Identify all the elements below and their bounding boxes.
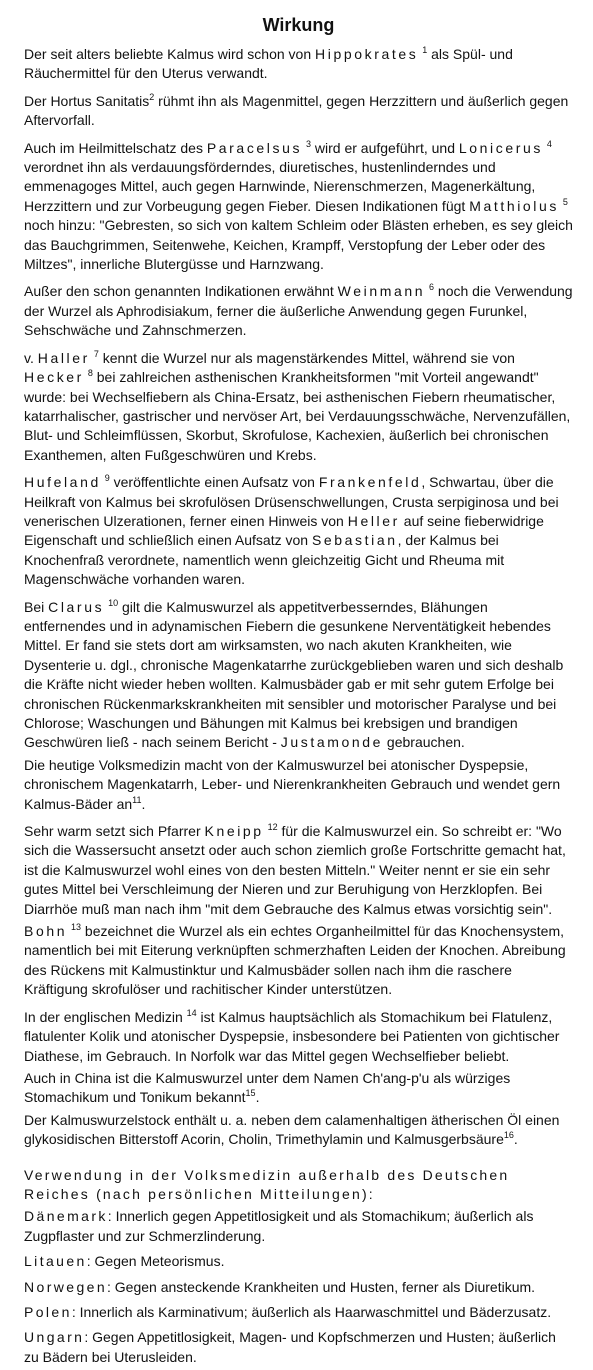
country-list [24, 1207, 573, 1367]
spaced-author-name: Frankenfeld [318, 474, 422, 491]
spaced-author-name: Paracelsus [206, 139, 303, 156]
spaced-author-name: Lonicerus [458, 139, 543, 156]
text-run: ist Kalmus hauptsächlich als Stomachikum bei Flatulenz, flatulenter Kolik und atonischer Dyspepsie, insbesondere bei Patienten von gichtischer Diathese, im Gebrauch. In Norfolk war das Mittel gegen Wechselfieber beliebt. [24, 1008, 560, 1064]
footnote-ref: 2 [149, 91, 155, 102]
paragraph-p5 [24, 349, 573, 465]
paragraph-p6 [24, 473, 573, 589]
text-run: Auch im Heilmittelschatz des [24, 139, 207, 156]
footnote-ref: 5 [562, 196, 568, 207]
text-run: . [255, 1089, 260, 1106]
text-run: als Spül- und Räuchermittel für den Uterus verwandt. [24, 46, 513, 82]
text-run: wird er aufgeführt, und [311, 139, 459, 156]
paragraph-p2 [24, 92, 573, 131]
paragraph-p12 [24, 1069, 573, 1108]
text-run: v. [24, 349, 38, 366]
text-run: In der englischen Medizin [24, 1008, 187, 1025]
section-heading: Verwendung in der Volksmedizin außerhalb des Deutschen Reiches (nach persönlichen Mitteilungen): [24, 1166, 510, 1202]
country-text: Innerlich gegen Appetitlosigkeit und als Stomachikum; äußerlich als Zugpflaster und zur Schmerzlinderung. [24, 1208, 534, 1244]
text-run: auf seine fieberwidrige Eigenschaft und schließlich einen Aufsatz von [24, 512, 544, 549]
text-run: , der Kalmus bei Knochenfraß verordnete, namentlich wenn gleichzeitig Gicht und Rheuma mit Magenschwäche vorhanden waren. [24, 532, 505, 588]
country-name: Litauen [24, 1253, 87, 1270]
spaced-author-name: Justamonde [280, 734, 384, 751]
text-run: für die Kalmuswurzel ein. So schreibt er: "Wo sich die Wassersucht ansetzt oder auch schon ziemlich große Fortschritte gemacht hat, ist die Kalmuswurzel wohl eines von den besten Mitteln." Weiter nennt er sie ein sehr gutes Mittel bei Verschleimung der Nieren und zur Beruhigung von Herzklopfen. Bei Diarrhöe muß man nach ihm "mit dem Gebrauche des Kalmus etwas vorsichtig sein". [24, 823, 566, 917]
paragraph-p1 [24, 45, 573, 84]
spaced-author-name: Sebastian [311, 532, 398, 549]
paragraph-p7 [24, 598, 573, 753]
text-run: Außer den schon genannten Indikationen erwähnt [24, 283, 338, 300]
text-run: noch hinzu: "Gebresten, so sich von kaltem Schleim oder Blästen erheben, es sey gleich das Bauchgrimmen, Seitenwehe, Keichen, Krampff, Verstopfung der Leber oder des Miltzes", innerliche Blutergüsse und Harnzwang. [24, 217, 573, 273]
footnote-ref: 11 [132, 794, 142, 805]
footnote-ref: 14 [186, 1007, 197, 1018]
document-body [24, 45, 573, 1150]
text-run: gilt die Kalmuswurzel als appetitverbesserndes, Blähungen entfernendes und in adynamischen Fiebern die gesunkene Nerventätigkeit hebendes Mittel. Er fand sie stets dort am wirksamsten, wo nach akuten Krankheiten, wie Dysenterie u. dgl., chronische Magenkatarrhe zurückgeblieben waren und sich deshalb die Kräfte nicht wieder heben wollten. Kalmusbäder gab er mit sehr gutem Erfolge bei chronischen Rückenmarkskrankheiten mit sensibler und motorischer Paralyse und bei Chlorose; Waschungen und Bähungen mit Kalmus bei krebsigen und brandigen Geschwüren ließ - nach seinem Bericht - [24, 598, 564, 751]
text-run: . [141, 795, 146, 812]
country-entry: Polen: Innerlich als Karminativum; äußerlich als Haarwaschmittel und Bäderzusatz. [24, 1303, 552, 1320]
text-run: veröffentlichte einen Aufsatz von [109, 474, 319, 491]
folk-medicine-section [24, 1166, 573, 1368]
footnote-ref: 7 [93, 348, 99, 359]
spaced-author-name: Weinmann [337, 283, 426, 300]
spaced-author-name: Bohn [24, 923, 68, 940]
text-run: Sehr warm setzt sich Pfarrer [24, 823, 205, 840]
text-run: noch die Verwendung der Wurzel als Aphrodisiakum, ferner die äußerliche Anwendung gegen Furunkel, Sehschwäche und Zahnschmerzen. [24, 283, 573, 339]
country-name: Ungarn [24, 1329, 85, 1346]
text-run: . [513, 1131, 518, 1148]
footnote-ref: 15 [245, 1088, 256, 1099]
footnote-ref: 4 [546, 138, 552, 149]
spaced-author-name: Hippokrates [315, 46, 419, 62]
footnote-ref: 10 [108, 597, 119, 608]
country-entry: Norwegen: Gegen ansteckende Krankheiten und Husten, ferner als Diuretikum. [24, 1278, 536, 1295]
paragraph-p8 [24, 756, 573, 814]
country-entry: Litauen: Gegen Meteorismus. [24, 1253, 225, 1270]
paragraph-p9 [24, 822, 573, 919]
page-title: Wirkung [262, 15, 335, 35]
country-text: Innerlich als Karminativum; äußerlich als Haarwaschmittel und Bäderzusatz. [79, 1303, 552, 1320]
text-run: Auch in China ist die Kalmuswurzel unter dem Namen Ch'ang-p'u als würziges Stomachikum und Tonikum bekannt [24, 1069, 511, 1106]
text-run: Der seit alters beliebte Kalmus wird schon von [24, 46, 316, 62]
text-run: bezeichnet die Wurzel als ein echtes Organheilmittel für das Knochensystem, namentlich bei mit Eiterung verknüpften schmerzhaften Leiden der Knochen. Abreibung des Rückens mit Kalmustinktur und Kalmusbäder sollen nach ihm die raschere Kräftigung skrofulöser und rachitischer Kinder unterstützen. [24, 923, 566, 998]
spaced-author-name: Clarus [48, 598, 105, 615]
spaced-author-name: Kneipp [204, 823, 264, 840]
text-run: Der Hortus Sanitatis [24, 92, 150, 109]
spaced-author-name: Heller [347, 512, 400, 529]
text-run: bei zahlreichen asthenischen Krankheitsformen "mit Vorteil angewandt" wurde: bei Wechselfiebern als China-Ersatz, bei asthenischen Fiebern rheumatischer, katarrhalischer, gastrischer und nervöser Art, bei Verdauungsschwäche, Nervenzufällen, Blut- und Schleimflüssen, Skorbut, Skrofulose, Kachexien, äußerlich bei chronischen Exanthemen, alten Fußgeschwüren und Krebs. [24, 369, 571, 463]
spaced-author-name: Haller [37, 349, 90, 366]
text-run: , Schwartau, über die Heilkraft von Kalmus bei skrofulösen Drüsenschwellungen, Crusta serpiginosa und bei venerischen Ulzerationen, ferner einen Hinweis von [24, 474, 559, 529]
country-text: Gegen Appetitlosigkeit, Magen- und Kopfschmerzen und Husten; äußerlich zu Bädern bei Uterusleiden. [24, 1329, 556, 1365]
footnote-ref: 16 [503, 1130, 514, 1141]
country-text: Gegen ansteckende Krankheiten und Husten, ferner als Diuretikum. [114, 1278, 536, 1295]
country-entry: Dänemark: Innerlich gegen Appetitlosigkeit und als Stomachikum; äußerlich als Zugpflaster und zur Schmerzlinderung. [24, 1208, 534, 1244]
footnote-ref: 9 [104, 473, 110, 484]
spaced-author-name: Hecker [24, 369, 84, 386]
footnote-ref: 3 [306, 138, 312, 149]
text-run: Der Kalmuswurzelstock enthält u. a. neben dem calamenhaltigen ätherischen Öl einen glykosidischen Bitterstoff Acorin, Cholin, Trimethylamin und Kalmusgerbsäure [24, 1111, 560, 1148]
paragraph-p13 [24, 1111, 573, 1150]
paragraph-p11 [24, 1008, 573, 1066]
paragraph-p10 [24, 922, 573, 1000]
paragraph-p4 [24, 282, 573, 340]
spaced-author-name: Matthiolus [469, 197, 559, 214]
country-name: Polen [24, 1303, 72, 1320]
text-run: Bei [24, 598, 49, 615]
text-run: rühmt ihn als Magenmittel, gegen Herzzittern und äußerlich gegen Aftervorfall. [24, 92, 569, 129]
text-run: Die heutige Volksmedizin macht von der Kalmuswurzel bei atonischer Dyspepsie, chronischem Magenkatarrh, Leber- und Nierenkrankheiten Gebrauch und wendet gern Kalmus-Bäder an [24, 756, 561, 812]
paragraph-p3 [24, 139, 573, 275]
footnote-ref: 13 [71, 922, 82, 933]
text-run: kennt die Wurzel nur als magenstärkendes Mittel, während sie von [98, 349, 515, 366]
spaced-author-name: Hufeland [24, 474, 101, 491]
country-entry: Ungarn: Gegen Appetitlosigkeit, Magen- und Kopfschmerzen und Husten; äußerlich zu Bädern bei Uterusleiden. [24, 1329, 556, 1365]
country-name: Norwegen [24, 1278, 108, 1295]
footnote-ref: 12 [267, 822, 278, 833]
footnote-ref: 1 [422, 45, 428, 55]
footnote-ref: 6 [429, 282, 435, 293]
footnote-ref: 8 [87, 368, 93, 379]
country-name: Dänemark [24, 1208, 108, 1225]
text-run: verordnet ihn als verdauungsförderndes, diuretisches, hustenlinderndes und emmenagoges Mittel, auch gegen Harnwinde, Nierenschmerzen, Magenerkältung, Herzzittern und zur Vorbeugung gegen Fieber. Diesen Indikationen fügt [24, 159, 536, 214]
country-text: Gegen Meteorismus. [94, 1253, 225, 1270]
text-run: gebrauchen. [383, 734, 465, 751]
